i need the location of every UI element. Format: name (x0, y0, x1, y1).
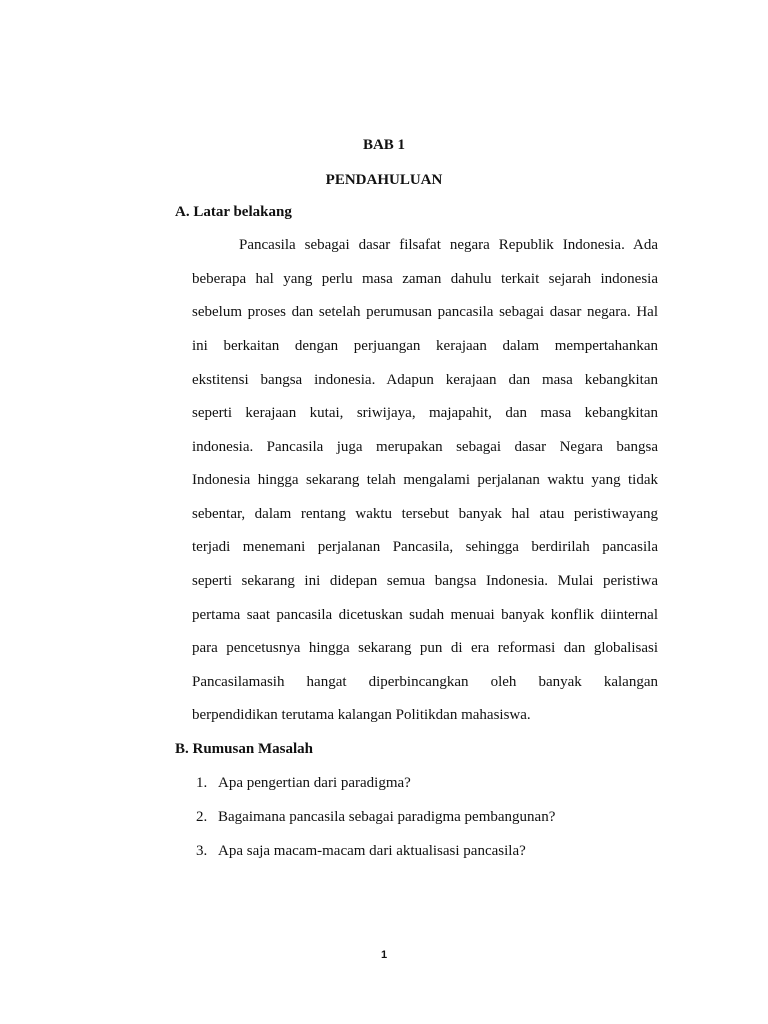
list-item (196, 843, 526, 860)
list-item-number: 2. (196, 809, 208, 825)
paragraph-line: pertama saat pancasila dicetuskan sudah menuai banyak konflik diinternal (192, 607, 658, 623)
paragraph-line: ini berkaitan dengan perjuangan kerajaan dalam mempertahankan (192, 338, 658, 354)
chapter-title: PENDAHULUAN (325, 172, 443, 188)
paragraph-line: seperti kerajaan kutai, sriwijaya, majapahit, dan masa kebangkitan (192, 405, 658, 421)
paragraph-line: sebelum proses dan setelah perumusan pancasila sebagai dasar negara. Hal (192, 304, 658, 320)
list-item-text: Apa saja macam-macam dari aktualisasi pancasila? (218, 843, 526, 859)
list-item-text: Apa pengertian dari paradigma? (218, 775, 411, 791)
paragraph-line: berpendidikan terutama kalangan Politikdan mahasiswa. (192, 707, 531, 723)
list-item-number: 1. (196, 775, 208, 791)
section-heading-rumusan-masalah: B. Rumusan Masalah (175, 741, 313, 757)
paragraph-line: para pencetusnya hingga sekarang pun di era reformasi dan globalisasi (192, 640, 658, 656)
list-item-text: Bagaimana pancasila sebagai paradigma pembangunan? (218, 809, 556, 825)
paragraph-line: Pancasila sebagai dasar filsafat negara Republik Indonesia. Ada (239, 237, 658, 253)
paragraph-line: Pancasilamasih hangat diperbincangkan oleh banyak kalangan (192, 674, 658, 690)
paragraph-line: Indonesia hingga sekarang telah mengalami perjalanan waktu yang tidak (192, 472, 658, 488)
chapter-number: BAB 1 (362, 137, 406, 153)
paragraph-line: terjadi menemani perjalanan Pancasila, sehingga berdirilah pancasila (192, 539, 658, 555)
list-item (196, 775, 411, 792)
list-item-number: 3. (196, 843, 208, 859)
list-item (196, 809, 555, 826)
paragraph-line: sebentar, dalam rentang waktu tersebut banyak hal atau peristiwayang (192, 506, 658, 522)
paragraph-line: indonesia. Pancasila juga merupakan sebagai dasar Negara bangsa (192, 439, 658, 455)
page-number: 1 (380, 949, 388, 961)
paragraph-line: seperti sekarang ini didepan semua bangsa Indonesia. Mulai peristiwa (192, 573, 658, 589)
paragraph-line: beberapa hal yang perlu masa zaman dahulu terkait sejarah indonesia (192, 271, 658, 287)
paragraph-line: ekstitensi bangsa indonesia. Adapun kerajaan dan masa kebangkitan (192, 372, 658, 388)
section-heading-latar-belakang: A. Latar belakang (175, 204, 292, 220)
